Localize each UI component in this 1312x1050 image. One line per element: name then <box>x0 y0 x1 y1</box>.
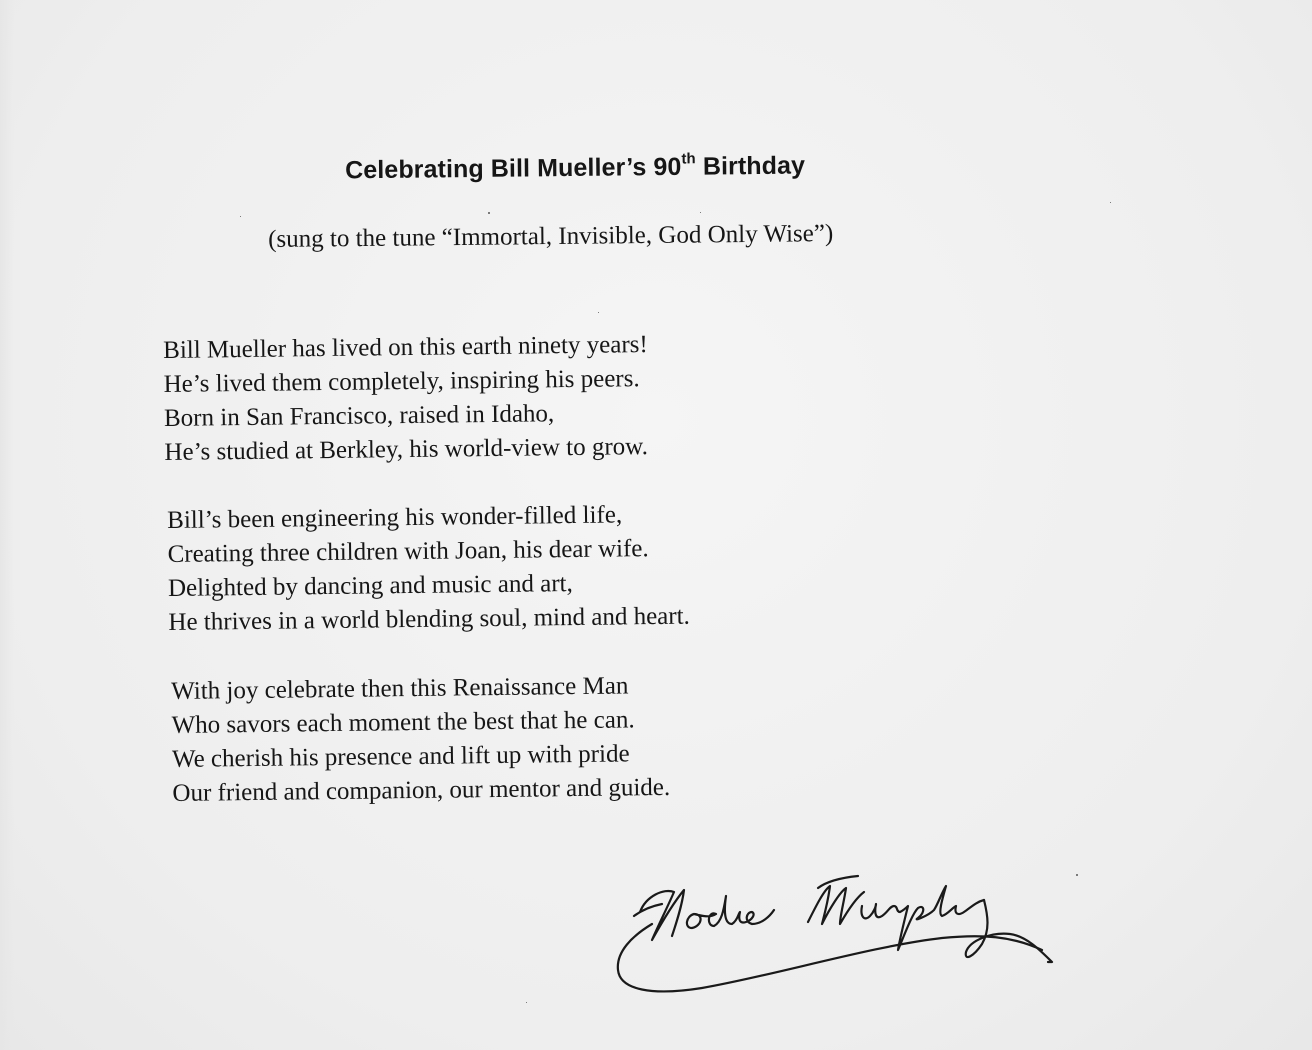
signature-stroke <box>618 924 1042 991</box>
document-subtitle: (sung to the tune “Immortal, Invisible, God Only Wise”) <box>268 220 834 253</box>
verse-line: He thrives in a world blending soul, mind and heart. <box>168 602 691 636</box>
verse-line: Creating three children with Joan, his dear wife. <box>167 535 649 568</box>
verse-line: We cherish his presence and lift up with pride <box>171 740 630 773</box>
signature-stroke <box>808 886 864 924</box>
scan-edge <box>0 0 14 1050</box>
title-tail: Birthday <box>695 151 806 181</box>
verse-line: Bill’s been engineering his wonder-filled life, <box>167 501 623 534</box>
title-main: Celebrating Bill Mueller’s 90 <box>345 152 682 185</box>
scan-speck <box>240 216 241 217</box>
signature-stroke <box>640 890 684 940</box>
scan-speck <box>488 212 490 214</box>
verse-line: He’s studied at Berkley, his world-view to grow. <box>164 433 649 466</box>
signature-stroke <box>634 904 662 916</box>
verse-line: He’s lived them completely, inspiring his peers. <box>163 365 640 398</box>
scan-speck <box>700 212 701 213</box>
verse-line: Our friend and companion, our mentor and guide. <box>172 773 671 807</box>
signature-stroke <box>966 900 1052 962</box>
scan-speck <box>1110 202 1111 203</box>
title-ordinal-suffix: th <box>681 150 696 168</box>
handwritten-signature <box>612 866 1062 1006</box>
verse-line: Who savors each moment the best that he can. <box>171 706 635 739</box>
signature-stroke <box>818 876 858 888</box>
scan-speck <box>1076 874 1078 876</box>
verse-line: Born in San Francisco, raised in Idaho, <box>163 400 555 432</box>
signature-stroke <box>687 896 774 928</box>
stanza-3 <box>171 669 670 811</box>
document-title <box>345 150 905 185</box>
stanza-2 <box>167 498 690 640</box>
stanza-1 <box>163 328 649 470</box>
verse-line: With joy celebrate then this Renaissance Man <box>171 672 629 705</box>
verse-line: Delighted by dancing and music and art, <box>167 570 573 602</box>
scan-speck <box>526 1002 527 1003</box>
verse-line: Bill Mueller has lived on this earth ninety years! <box>163 331 648 364</box>
scan-speck <box>598 312 599 313</box>
